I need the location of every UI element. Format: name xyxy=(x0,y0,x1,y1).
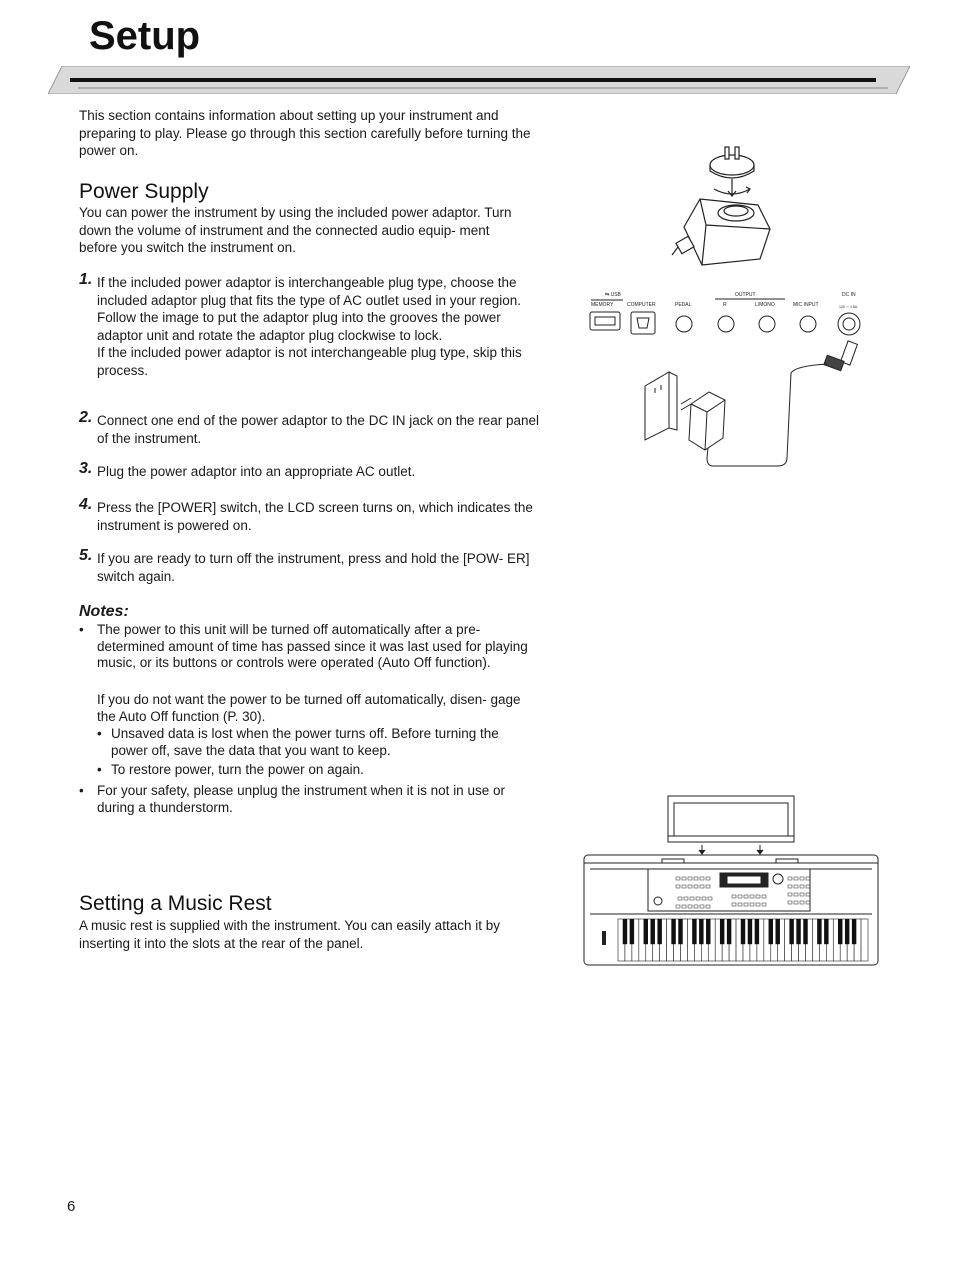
black-key xyxy=(803,919,807,944)
page-title: Setup xyxy=(89,14,201,58)
panel-button xyxy=(688,885,692,888)
black-key xyxy=(623,919,627,944)
note-text: For your safety, please unplug the instrument when it is not in use or during a thunderstorm. xyxy=(97,783,505,815)
panel-button xyxy=(762,895,766,898)
black-key xyxy=(630,919,634,944)
panel-button xyxy=(788,877,792,880)
panel-button xyxy=(700,905,704,908)
panel-button xyxy=(682,877,686,880)
adaptor-plug-illustration xyxy=(670,143,780,273)
step-2 xyxy=(79,409,549,447)
panel-button xyxy=(794,877,798,880)
black-key xyxy=(678,919,682,944)
step-text: If the included power adaptor is interchangeable plug type, choose the included adaptor plug that fits the type of AC outlet used in your region. xyxy=(97,275,522,308)
step-5 xyxy=(79,547,549,585)
black-key xyxy=(748,919,752,944)
panel-button xyxy=(788,893,792,896)
panel-button xyxy=(750,903,754,906)
panel-button xyxy=(800,901,804,904)
panel-button xyxy=(794,885,798,888)
black-key xyxy=(755,919,759,944)
black-key xyxy=(699,919,703,944)
black-key xyxy=(741,919,745,944)
panel-button xyxy=(676,877,680,880)
note-item xyxy=(79,692,529,725)
step-number: 4. xyxy=(79,496,93,513)
panel-button xyxy=(806,901,810,904)
intro-paragraph: This section contains information about setting up your instrument and preparing to play. Please go through this section carefully before turning the power on. xyxy=(79,108,531,158)
black-key xyxy=(692,919,696,944)
panel-button xyxy=(788,901,792,904)
panel-button xyxy=(676,905,680,908)
step-number: 1. xyxy=(79,271,93,288)
note-subitem xyxy=(97,762,535,779)
power-supply-description: You can power the instrument by using the included power adaptor. Turn down the volume of instrument and the connected audio equip- ment before you switch the instrument on. xyxy=(79,205,512,255)
usb-computer-port xyxy=(631,312,655,334)
panel-button xyxy=(806,885,810,888)
step-number: 5. xyxy=(79,547,93,564)
step-number: 3. xyxy=(79,460,93,477)
panel-button xyxy=(688,877,692,880)
note-text: The power to this unit will be turned off automatically after a pre- determined amount of time has passed since it was last used for playing music, or its buttons or controls were operated (Auto Off function). xyxy=(97,622,528,670)
panel-button xyxy=(694,885,698,888)
power-supply-heading: Power Supply xyxy=(79,180,209,203)
panel-button xyxy=(800,893,804,896)
black-key xyxy=(789,919,793,944)
panel-button xyxy=(794,893,798,896)
panel-button xyxy=(706,877,710,880)
panel-button xyxy=(690,897,694,900)
power-switch xyxy=(602,931,606,945)
panel-button xyxy=(750,895,754,898)
step-text: If the included power adaptor is not interchangeable plug type, skip this process. xyxy=(97,345,522,378)
note-text: If you do not want the power to be turned off automatically, disen- gage the Auto Off function (P. 30). xyxy=(97,692,521,724)
panel-button xyxy=(676,885,680,888)
keybed xyxy=(602,919,868,961)
panel-button xyxy=(788,885,792,888)
black-key xyxy=(776,919,780,944)
panel-button xyxy=(696,897,700,900)
panel-button xyxy=(682,905,686,908)
dc-spec-label: 12V ⎓ 1.5A xyxy=(839,305,858,309)
mic-input-label: MIC INPUT xyxy=(793,302,819,308)
step-1 xyxy=(79,271,549,379)
panel-button xyxy=(756,895,760,898)
pedal-label: PEDAL xyxy=(675,302,692,308)
panel-button xyxy=(744,903,748,906)
black-key xyxy=(671,919,675,944)
black-key xyxy=(838,919,842,944)
panel-button xyxy=(678,897,682,900)
page-number: 6 xyxy=(67,1198,76,1215)
step-text: Press the [POWER] switch, the LCD screen turns on, which indicates the instrument is powered on. xyxy=(97,500,533,533)
black-key xyxy=(720,919,724,944)
note-item xyxy=(79,783,539,816)
keyboard-music-rest-illustration xyxy=(582,793,880,968)
bullet: • xyxy=(79,783,84,798)
dc-in-jack xyxy=(838,313,860,335)
panel-button xyxy=(738,903,742,906)
step-text: Follow the image to put the adaptor plug into the grooves the power adaptor unit and rotate the adaptor plug clockwise to lock. xyxy=(97,310,501,343)
panel-button xyxy=(732,895,736,898)
bullet: • xyxy=(97,762,102,777)
panel-button xyxy=(756,903,760,906)
note-item xyxy=(79,622,529,672)
step-text: Plug the power adaptor into an appropriate AC outlet. xyxy=(97,464,416,479)
panel-button xyxy=(682,885,686,888)
mic-input-jack xyxy=(800,316,816,332)
music-rest-heading: Setting a Music Rest xyxy=(79,892,272,915)
output-r-label: R xyxy=(723,302,727,308)
dc-in-label: DC IN xyxy=(842,292,856,298)
output-label: OUTPUT xyxy=(735,292,756,298)
black-key xyxy=(657,919,661,944)
output-lmono-jack xyxy=(759,316,775,332)
ac-outlet xyxy=(645,372,669,440)
panel-button xyxy=(800,877,804,880)
panel-button xyxy=(684,897,688,900)
computer-label: COMPUTER xyxy=(627,302,656,308)
step-3 xyxy=(79,460,549,481)
panel-button xyxy=(702,897,706,900)
step-number: 2. xyxy=(79,409,93,426)
output-lmono-label: L/MONO xyxy=(755,302,775,308)
music-rest-description: A music rest is supplied with the instrument. You can easily attach it by inserting it into the slots at the rear of the panel. xyxy=(79,918,500,951)
white-key xyxy=(861,919,868,961)
black-key xyxy=(852,919,856,944)
panel-button xyxy=(744,895,748,898)
black-key xyxy=(706,919,710,944)
panel-button xyxy=(688,905,692,908)
note-text: Unsaved data is lost when the power turns off. Before turning the power off, save the data that you want to keep. xyxy=(111,726,499,758)
panel-button xyxy=(732,903,736,906)
panel-button xyxy=(806,877,810,880)
panel-button xyxy=(700,885,704,888)
note-text: To restore power, turn the power on again. xyxy=(111,762,364,777)
title-bar xyxy=(48,66,910,94)
black-key xyxy=(644,919,648,944)
black-key xyxy=(817,919,821,944)
black-key xyxy=(845,919,849,944)
black-key xyxy=(824,919,828,944)
rear-panel-connection-illustration xyxy=(585,288,870,473)
step-text: Connect one end of the power adaptor to the DC IN jack on the rear panel of the instrument. xyxy=(97,413,540,446)
panel-button xyxy=(738,895,742,898)
panel-button xyxy=(794,901,798,904)
panel-button xyxy=(800,885,804,888)
black-key xyxy=(769,919,773,944)
black-key xyxy=(727,919,731,944)
notes-heading: Notes: xyxy=(79,603,129,620)
panel-button xyxy=(700,877,704,880)
usb-label: ⇆ USB xyxy=(605,292,621,298)
panel-button xyxy=(708,897,712,900)
step-4 xyxy=(79,496,549,534)
black-key xyxy=(651,919,655,944)
black-key xyxy=(796,919,800,944)
panel-button xyxy=(806,893,810,896)
panel-button xyxy=(694,877,698,880)
panel-button xyxy=(706,885,710,888)
panel-button xyxy=(694,905,698,908)
output-r-jack xyxy=(718,316,734,332)
panel-button xyxy=(706,905,710,908)
bullet: • xyxy=(97,726,102,741)
panel-button xyxy=(762,903,766,906)
memory-label: MEMORY xyxy=(591,302,614,308)
note-subitem xyxy=(97,726,535,759)
pedal-jack xyxy=(676,316,692,332)
bullet: • xyxy=(79,622,84,637)
step-text: If you are ready to turn off the instrument, press and hold the [POW- ER] switch again. xyxy=(97,551,530,584)
